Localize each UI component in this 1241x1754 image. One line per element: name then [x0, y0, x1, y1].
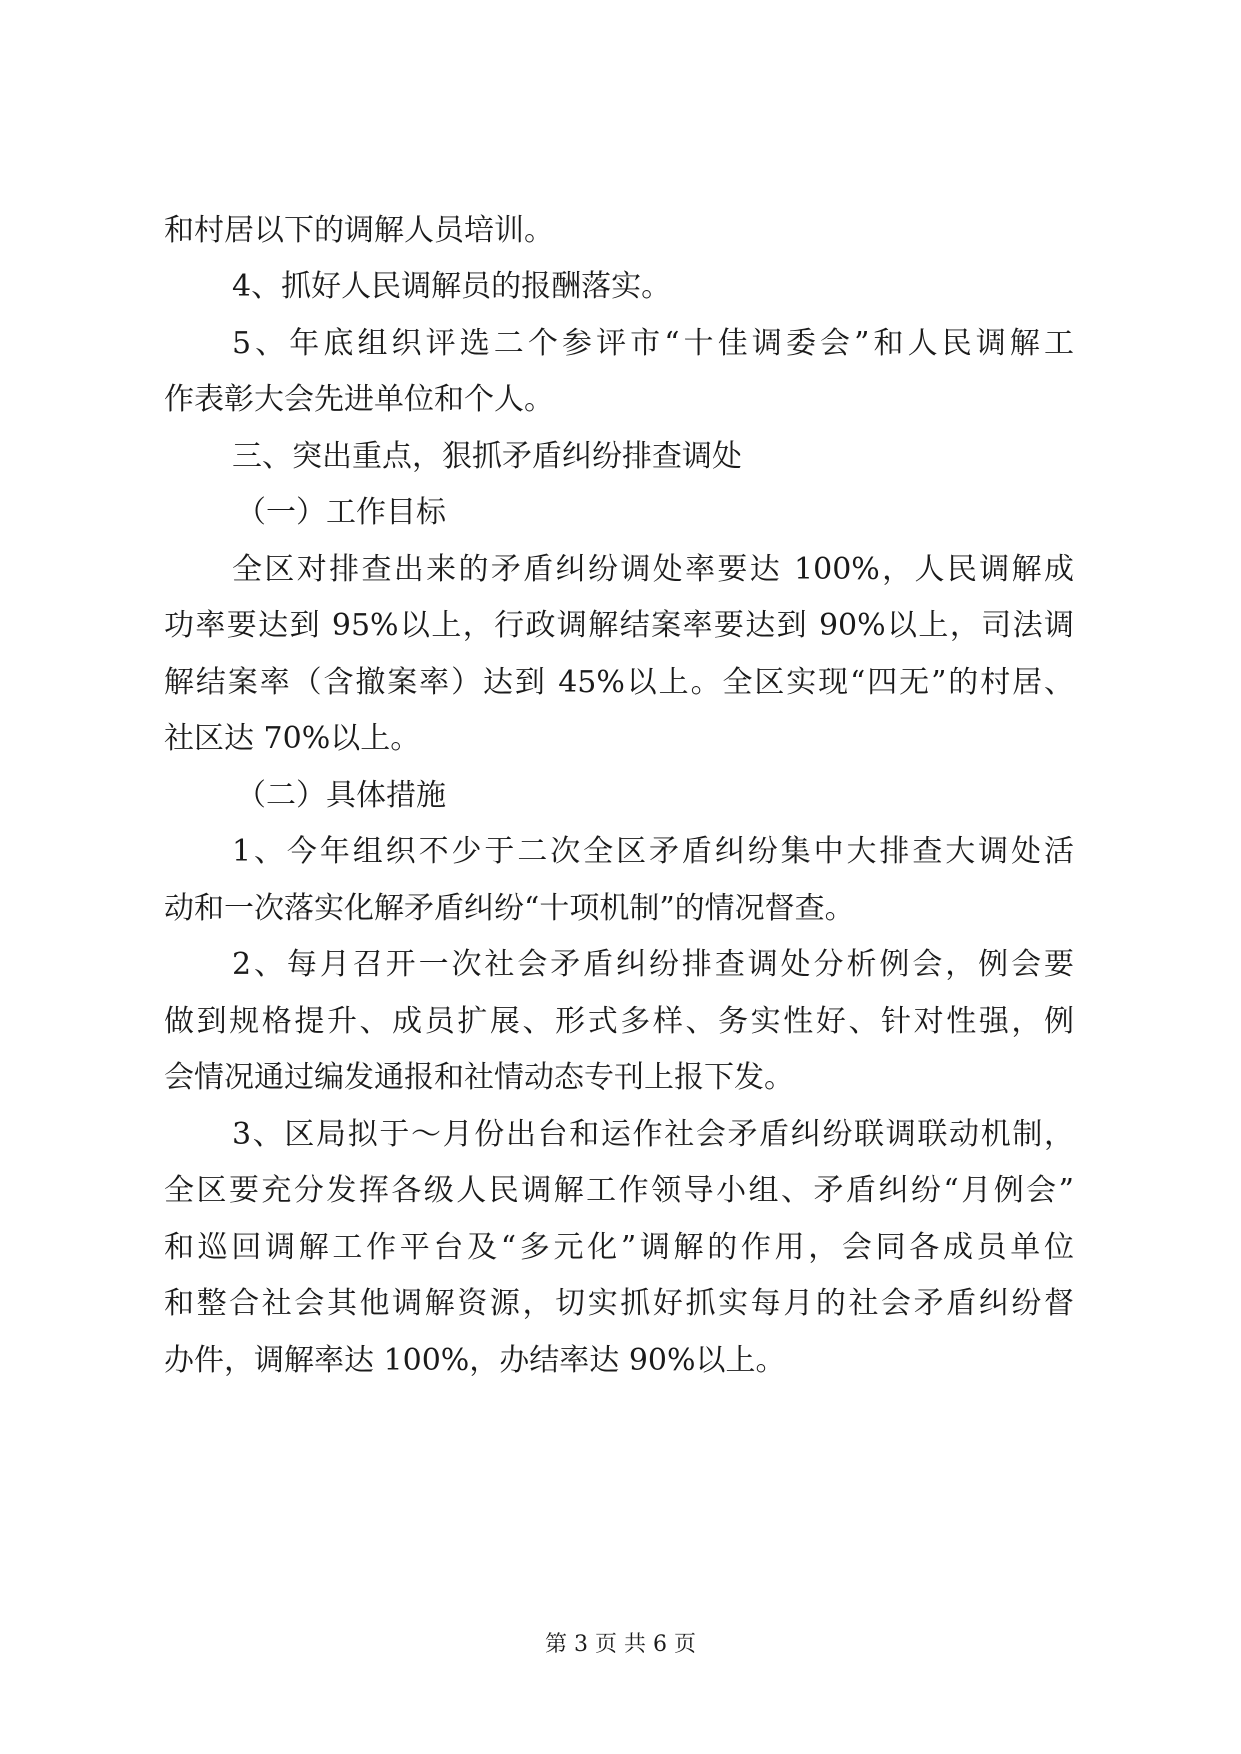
text-line: 和巡回调解工作平台及“多元化”调解的作用，会同各成员单位 [164, 1230, 1074, 1265]
text-line: 3、区局拟于～月份出台和运作社会矛盾纠纷联调联动机制， [232, 1117, 1074, 1152]
text-line: 和村居以下的调解人员培训。 [164, 213, 554, 248]
subsection-heading: （一）工作目标 [236, 495, 446, 530]
text-line: 作表彰大会先进单位和个人。 [164, 382, 554, 417]
text-line: 5、年底组织评选二个参评市“十佳调委会”和人民调解工 [232, 326, 1074, 361]
text-line: 社区达 70%以上。 [164, 721, 421, 756]
text-line: 解结案率（含撤案率）达到 45%以上。全区实现“四无”的村居、 [164, 665, 1074, 700]
text-line: 做到规格提升、成员扩展、形式多样、务实性好、针对性强，例 [164, 1004, 1074, 1039]
page-number-footer: 第 3 页 共 6 页 [545, 1632, 696, 1657]
text-line: 全区对排查出来的矛盾纠纷调处率要达 100%，人民调解成 [232, 552, 1074, 587]
text-line: 办件，调解率达 100%，办结率达 90%以上。 [164, 1343, 786, 1378]
text-line: 1、今年组织不少于二次全区矛盾纠纷集中大排查大调处活 [232, 834, 1074, 869]
text-line: 2、每月召开一次社会矛盾纠纷排查调处分析例会，例会要 [232, 947, 1074, 982]
text-line: 全区要充分发挥各级人民调解工作领导小组、矛盾纠纷“月例会” [164, 1173, 1074, 1208]
text-line: 功率要达到 95%以上，行政调解结案率要达到 90%以上，司法调 [164, 608, 1074, 643]
subsection-heading: （二）具体措施 [236, 778, 446, 813]
text-line: 4、抓好人民调解员的报酬落实。 [232, 269, 672, 304]
text-line: 和整合社会其他调解资源，切实抓好抓实每月的社会矛盾纠纷督 [164, 1286, 1074, 1321]
text-line: 动和一次落实化解矛盾纠纷“十项机制”的情况督查。 [164, 891, 855, 926]
section-heading: 三、突出重点，狠抓矛盾纠纷排查调处 [232, 439, 742, 474]
text-line: 会情况通过编发通报和社情动态专刊上报下发。 [164, 1060, 794, 1095]
